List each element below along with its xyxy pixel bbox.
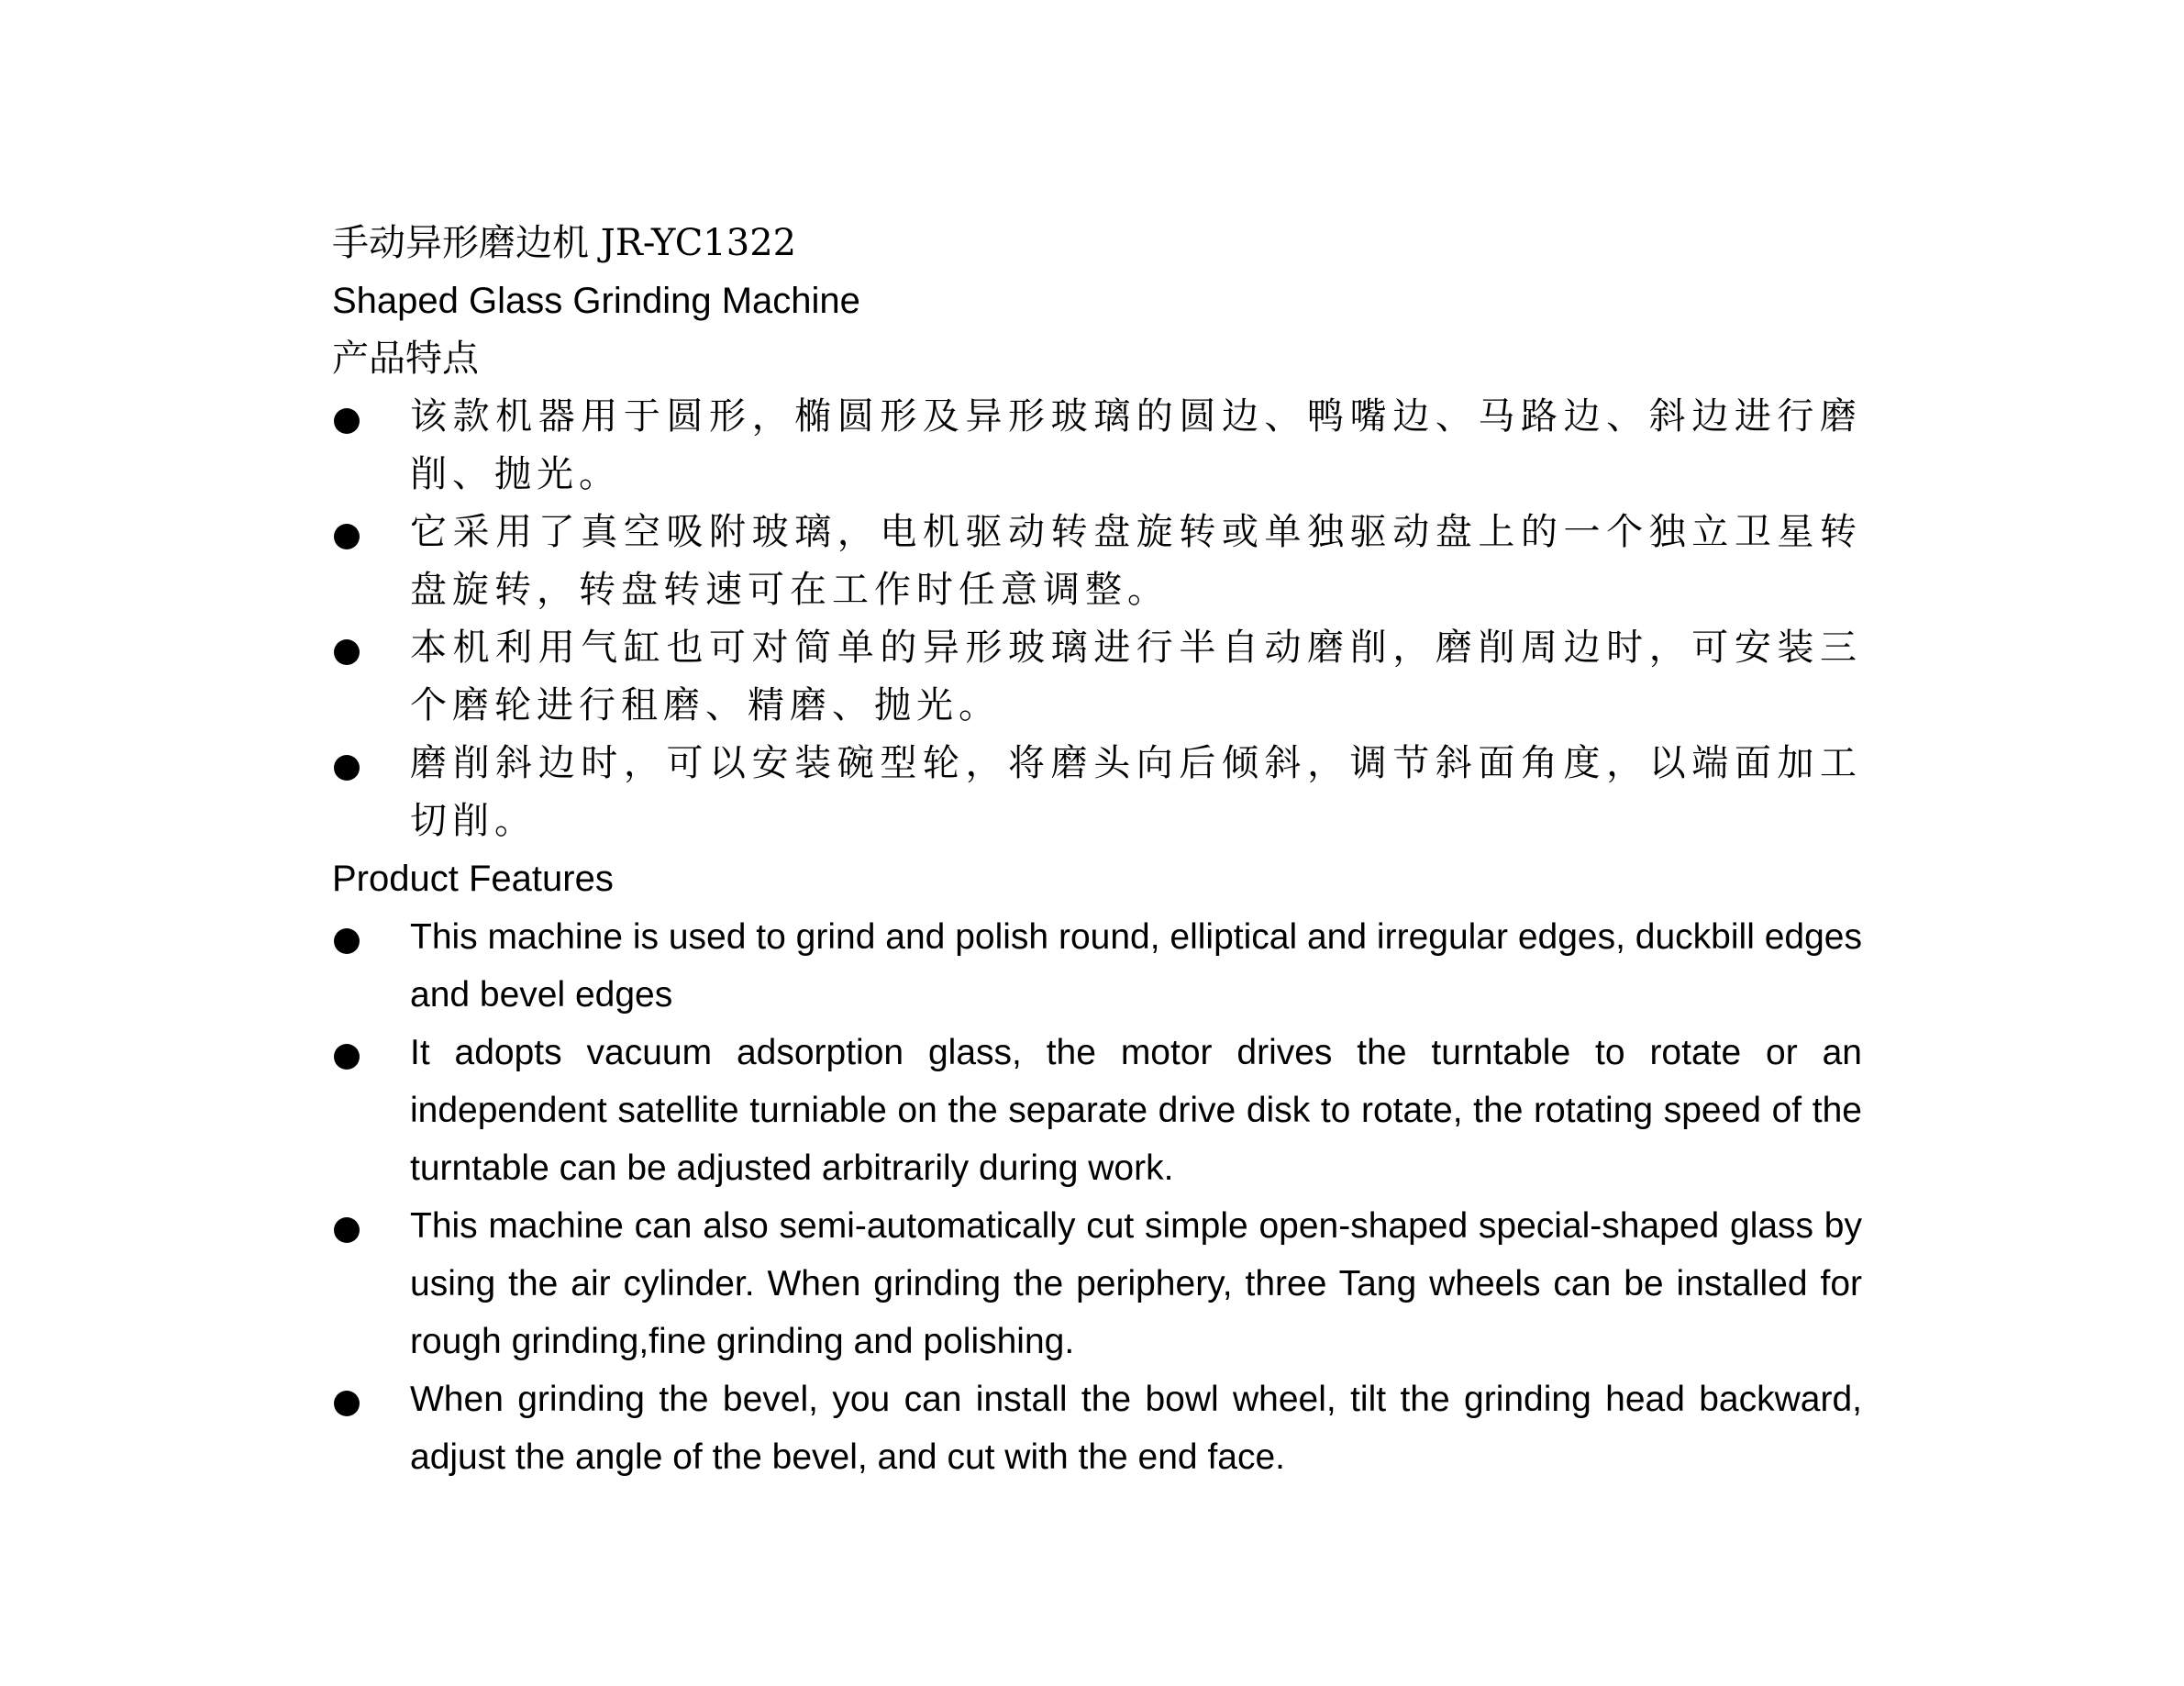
list-item-text: 它采用了真空吸附玻璃，电机驱动转盘旋转或单独驱动盘上的一个独立卫星转盘旋转，转盘转速可在工作时任意调整。 (410, 511, 1862, 611)
bullet-icon (334, 755, 360, 781)
list-item (332, 619, 1862, 735)
title-english: Shaped Glass Grinding Machine (332, 281, 860, 321)
list-item-text: 该款机器用于圆形，椭圆形及异形玻璃的圆边、鸭嘴边、马路边、斜边进行磨削、抛光。 (410, 395, 1862, 495)
list-item-text: This machine can also semi-automatically cut simple open-shaped special-shaped glass by using the air cylinder. When grinding the periphery, three Tang wheels can be installed for rough grinding,fine grinding and polishing. (410, 1206, 1862, 1361)
list-item-text: When grinding the bevel, you can install the bowl wheel, tilt the grinding head backward, adjust the angle of the bevel, and cut with the end face. (410, 1380, 1862, 1477)
features-list-chinese (332, 388, 1862, 850)
bullet-icon (334, 1217, 360, 1243)
list-item-text: 本机利用气缸也可对简单的异形玻璃进行半自动磨削，磨削周边时，可安装三个磨轮进行租磨、精磨、抛光。 (410, 627, 1862, 727)
list-item (332, 1370, 1862, 1486)
bullet-icon (334, 524, 360, 549)
document-page (332, 215, 1862, 1486)
features-heading-chinese: 产品特点 (332, 338, 479, 380)
bullet-icon (334, 1391, 360, 1416)
features-list-english (332, 908, 1862, 1486)
bullet-icon (334, 1044, 360, 1070)
list-item (332, 735, 1862, 850)
list-item-text: 磨削斜边时，可以安装碗型轮，将磨头向后倾斜，调节斜面角度，以端面加工切削。 (410, 742, 1862, 842)
list-item (332, 388, 1862, 504)
bullet-icon (334, 639, 360, 665)
features-heading-english: Product Features (332, 859, 614, 899)
bullet-icon (334, 408, 360, 434)
title-chinese: 手动异形磨边机 JR-YC1322 (332, 222, 797, 264)
list-item-text: This machine is used to grind and polish round, elliptical and irregular edges, duckbill edges and bevel edges (410, 917, 1862, 1015)
list-item (332, 1197, 1862, 1370)
bullet-icon (334, 928, 360, 954)
list-item (332, 1024, 1862, 1197)
list-item (332, 504, 1862, 619)
list-item (332, 908, 1862, 1024)
list-item-text: It adopts vacuum adsorption glass, the motor drives the turntable to rotate or an independent satellite turniable on the separate drive disk to rotate, the rotating speed of the turntable can be adjusted arbitrarily during work. (410, 1033, 1862, 1188)
